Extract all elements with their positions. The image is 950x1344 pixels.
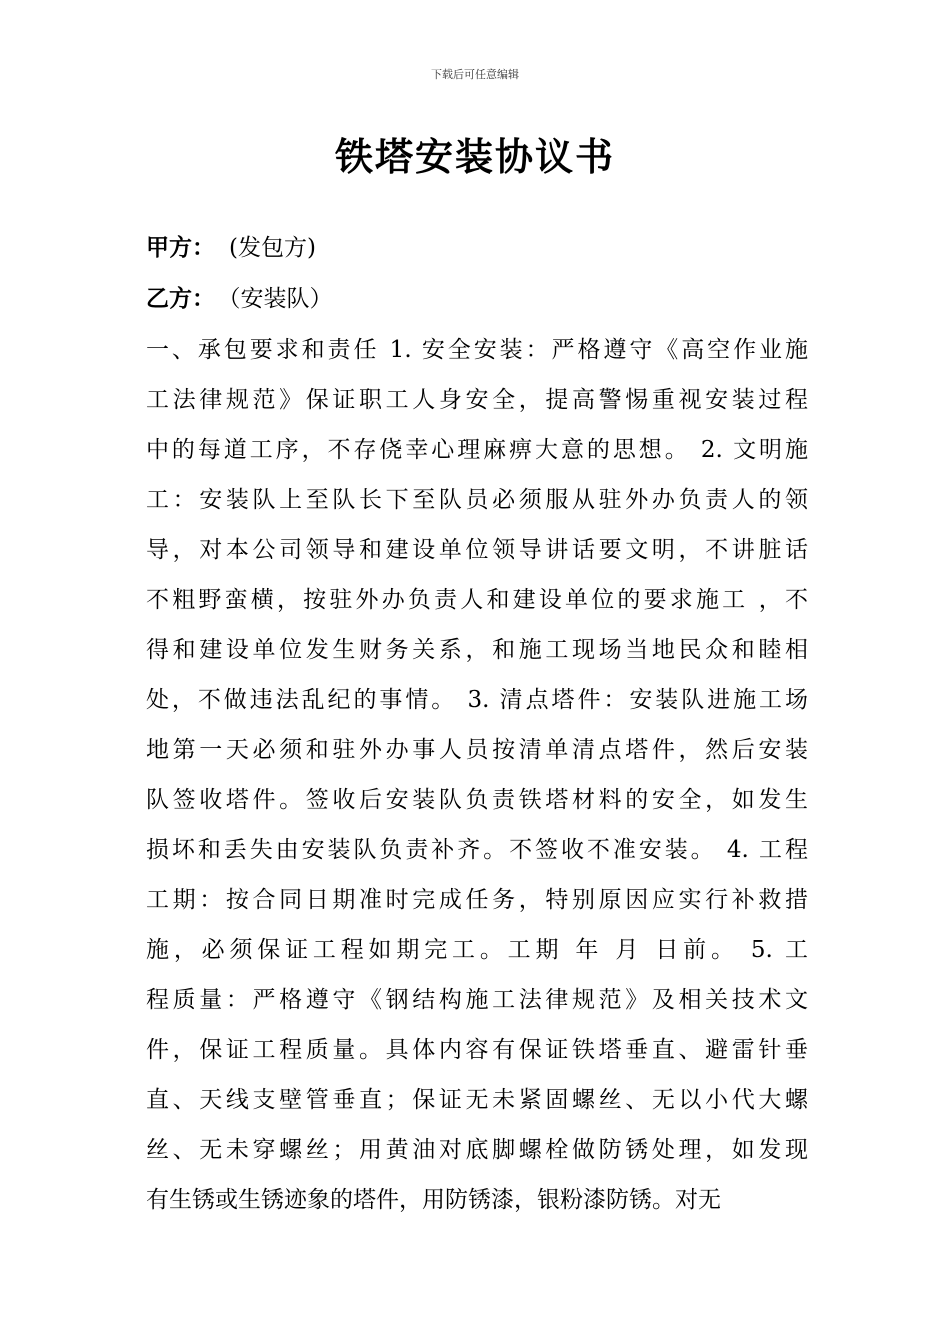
body-line: 施，必须保证工程如期完工。工期 年 月 日前。 5. 工 <box>146 937 808 963</box>
party-b-value: （安装队） <box>229 286 333 312</box>
body-line: 队签收塔件。签收后安装队负责铁塔材料的安全，如发生 <box>146 787 808 813</box>
document-title: 铁塔安装协议书 <box>334 134 615 179</box>
party-b-label: 乙方： <box>146 285 215 312</box>
body-line: 丝、无未穿螺丝；用黄油对底脚螺栓做防锈处理，如发现 <box>146 1137 808 1163</box>
party-a-value: (发包方) <box>229 235 316 261</box>
body-line: 工：安装队上至队长下至队员必须服从驻外办负责人的领 <box>146 487 808 513</box>
body-line: 程质量：严格遵守《钢结构施工法律规范》及相关技术文 <box>146 987 808 1013</box>
body-line: 导，对本公司领导和建设单位领导讲话要文明，不讲脏话 <box>146 537 808 563</box>
body-text <box>146 325 808 1225</box>
body-line: 得和建设单位发生财务关系，和施工现场当地民众和睦相 <box>146 637 808 663</box>
body-line: 不粗野蛮横，按驻外办负责人和建设单位的要求施工 ，不 <box>146 587 808 613</box>
body-line: 工期：按合同日期准时完成任务，特别原因应实行补救措 <box>146 887 808 913</box>
party-a <box>146 233 316 263</box>
body-line: 一、承包要求和责任 1. 安全安装：严格遵守《高空作业施 <box>146 337 808 363</box>
body-line: 工法律规范》保证职工人身安全，提高警惕重视安装过程 <box>146 387 808 413</box>
body-line: 件，保证工程质量。具体内容有保证铁塔垂直、避雷针垂 <box>146 1037 808 1063</box>
party-b <box>146 284 333 314</box>
body-line: 处，不做违法乱纪的事情。 3. 清点塔件：安装队进施工场 <box>146 687 808 713</box>
body-line: 直、天线支壁管垂直；保证无未紧固螺丝、无以小代大螺 <box>146 1087 808 1113</box>
header-note: 下载后可任意编辑 <box>431 68 519 81</box>
body-line: 损坏和丢失由安装队负责补齐。不签收不准安装。 4. 工程 <box>146 837 808 863</box>
body-line: 地第一天必须和驻外办事人员按清单清点塔件，然后安装 <box>146 737 808 763</box>
party-a-label: 甲方： <box>146 234 215 261</box>
body-line: 中的每道工序，不存侥幸心理麻痹大意的思想。 2. 文明施 <box>146 437 808 463</box>
body-line: 有生锈或生锈迹象的塔件，用防锈漆，银粉漆防锈。对无 <box>146 1187 721 1213</box>
